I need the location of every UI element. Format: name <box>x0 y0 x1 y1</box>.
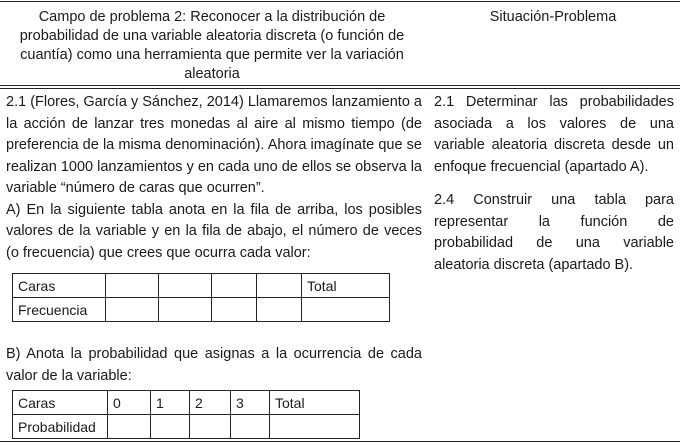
empty-cell[interactable] <box>106 274 159 298</box>
situation-item-2-4: 2.4 Construir una tabla para representar la función de probabilidad de una variable aleatoria discreta (apartado B). <box>434 192 674 273</box>
value-cell-0: 0 <box>108 391 151 415</box>
table-row <box>13 415 360 439</box>
probability-table <box>12 390 360 439</box>
header-divider <box>0 85 680 86</box>
table-row <box>13 298 390 322</box>
empty-cell[interactable] <box>190 415 231 439</box>
frecuencia-label-cell: Frecuencia <box>13 298 106 322</box>
empty-cell[interactable] <box>159 274 212 298</box>
total-label-cell: Total <box>302 274 390 298</box>
table-row <box>13 274 390 298</box>
left-column <box>6 92 422 264</box>
value-cell-3: 3 <box>231 391 270 415</box>
right-column <box>434 92 674 276</box>
empty-cell[interactable] <box>159 298 212 322</box>
situation-item-2-1: 2.1 Determinar las probabilidades asociada a los valores de una variable aleatoria discreta desde un enfoque frecuencial (apartado A). <box>434 94 674 175</box>
total-label-cell: Total <box>270 391 360 415</box>
empty-cell[interactable] <box>302 298 390 322</box>
problem-intro: 2.1 (Flores, García y Sánchez, 2014) Llamaremos lanzamiento a la acción de lanzar tres monedas al aire al mismo tiempo (de preferencia de la misma denominación). Ahora imagínate que se realizan 1000 lanzamientos y en cada uno de ellos se observa la variable “número de caras que ocurren”. <box>6 94 422 196</box>
problem-part-a: A) En la siguiente tabla anota en la fila de arriba, los posibles valores de la variable y en la fila de abajo, el número de veces (o frecuencia) que crees que ocurra cada valor: <box>6 201 422 261</box>
table-row <box>13 391 360 415</box>
probabilidad-label-cell: Probabilidad <box>13 415 108 439</box>
frequency-table <box>12 273 390 322</box>
caras-label-cell: Caras <box>13 274 106 298</box>
caras-label-cell: Caras <box>13 391 108 415</box>
empty-cell[interactable] <box>108 415 151 439</box>
value-cell-1: 1 <box>151 391 190 415</box>
bottom-rule <box>0 441 680 442</box>
empty-cell[interactable] <box>106 298 159 322</box>
empty-cell[interactable] <box>212 298 257 322</box>
empty-cell[interactable] <box>231 415 270 439</box>
empty-cell[interactable] <box>212 274 257 298</box>
empty-cell[interactable] <box>151 415 190 439</box>
header-situacion-problema: Situación-Problema <box>489 9 617 25</box>
empty-cell[interactable] <box>257 298 302 322</box>
top-rule <box>0 1 680 2</box>
value-cell-2: 2 <box>190 391 231 415</box>
empty-cell[interactable] <box>270 415 360 439</box>
header-campo-problema: Campo de problema 2: Reconocer a la distribución de probabilidad de una variable aleatoria discreta (o función de cuantía) como una herramienta que permite ver la variación aleatoria <box>19 9 405 82</box>
empty-cell[interactable] <box>257 274 302 298</box>
problem-part-b: B) Anota la probabilidad que asignas a la ocurrencia de cada valor de la variable: <box>6 346 422 384</box>
header-divider-second <box>0 88 680 89</box>
